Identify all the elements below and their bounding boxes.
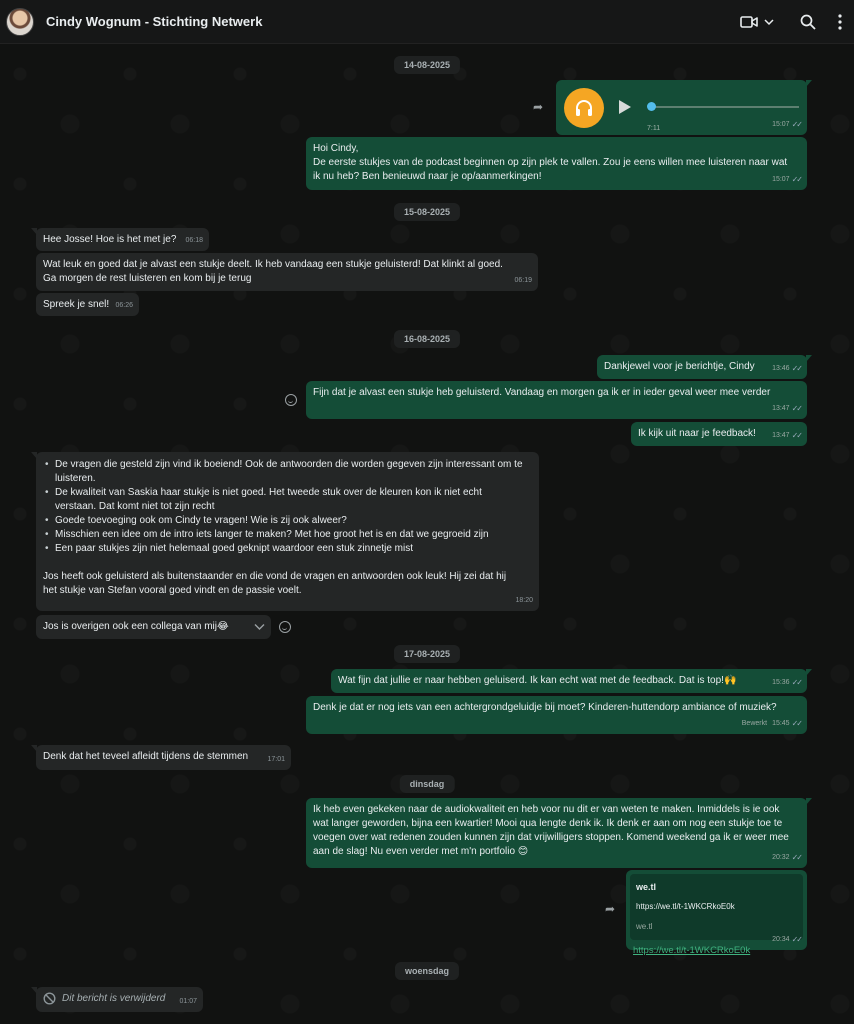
chevron-down-icon[interactable] bbox=[764, 18, 774, 26]
audio-scrubber[interactable] bbox=[647, 102, 656, 111]
message-time: 01:07 bbox=[179, 998, 197, 1005]
outgoing-message[interactable] bbox=[631, 422, 807, 446]
message-text: Denk je dat er nog iets van een achtergrondgeluidje bij moet? Kinderen-huttendorp ambiance of muziek? bbox=[313, 702, 777, 713]
outgoing-message[interactable] bbox=[306, 381, 807, 419]
more-icon[interactable] bbox=[838, 14, 842, 30]
message-time: 15:45 bbox=[772, 720, 790, 727]
outgoing-message[interactable] bbox=[331, 669, 807, 693]
prohibited-icon bbox=[43, 992, 56, 1010]
play-icon[interactable] bbox=[618, 99, 632, 120]
message-text: Jos heeft ook geluisterd als buitenstaander en die vond de vragen en antwoorden ook leuk! Hij zei dat hij het stukje van Stefan vooral goed vindt en de passie voelt. bbox=[43, 571, 507, 596]
message-time: 13:47 bbox=[772, 432, 790, 439]
list-item: • De vragen die gesteld zijn vind ik boeiend! Ook de antwoorden die worden gegeven zijn interessant om te luisteren. bbox=[43, 458, 524, 486]
headphones-icon bbox=[564, 88, 604, 128]
message-time: 13:47 bbox=[772, 405, 790, 412]
list-item: • Goede toevoeging ook om Cindy te vragen! Wie is zij ook alweer? bbox=[43, 514, 524, 528]
deleted-message[interactable] bbox=[36, 987, 203, 1012]
message-text: Spreek je snel! bbox=[43, 299, 110, 310]
message-time: 06:18 bbox=[185, 237, 203, 244]
outgoing-message[interactable] bbox=[306, 137, 807, 190]
message-text: De eerste stukjes van de podcast beginnen op zijn plek te vallen. Zou je eens willen mee luisteren naar wat ik nu heb? Ben benieuwd naar je op/aanmerkingen! bbox=[313, 157, 788, 182]
message-time: 06:19 bbox=[514, 277, 532, 284]
link-preview-url: https://we.tl/t-1WKCRkoE0k bbox=[636, 902, 735, 911]
link-preview-domain: we.tl bbox=[636, 922, 653, 931]
search-icon[interactable] bbox=[800, 14, 816, 30]
voice-message[interactable] bbox=[556, 80, 807, 135]
message-text: Ik heb even gekeken naar de audiokwaliteit en heb voor nu dit er van weten te maken. Inmiddels is ie ook wat langer geworden, bijna een kwartier! Mooi qua lengte denk ik. Ik denk er aan om nog een stukje toe te voegen over wat redenen zouden kunnen zijn dat vrijwilligers stoppen. Komend weekend ga ik er weer mee aan de slag! Nu even verder met m'n portfolio 😊 bbox=[313, 804, 789, 857]
read-receipt-icon: ✓✓ bbox=[791, 678, 801, 687]
message-time: 15:07 bbox=[772, 121, 790, 128]
read-receipt-icon: ✓✓ bbox=[791, 364, 801, 373]
message-time: 15:36 bbox=[772, 679, 790, 686]
read-receipt-icon: ✓✓ bbox=[791, 404, 801, 413]
chevron-down-icon[interactable] bbox=[254, 622, 265, 636]
audio-duration: 7:11 bbox=[647, 125, 661, 132]
date-separator: 16-08-2025 bbox=[394, 330, 460, 348]
feedback-list bbox=[43, 458, 532, 556]
read-receipt-icon: ✓✓ bbox=[791, 853, 801, 862]
message-link[interactable]: https://we.tl/t-1WKCRkoE0k bbox=[633, 945, 751, 956]
message-text: Dankjewel voor je berichtje, Cindy bbox=[604, 361, 755, 372]
message-time: 18:20 bbox=[515, 597, 533, 604]
incoming-message[interactable] bbox=[36, 228, 209, 251]
outgoing-message[interactable] bbox=[306, 798, 807, 868]
avatar[interactable] bbox=[6, 8, 34, 36]
message-list[interactable] bbox=[0, 44, 854, 1024]
message-time: 17:01 bbox=[267, 756, 285, 763]
message-text: Jos is overigen ook een collega van mij😂 bbox=[43, 621, 229, 632]
link-preview-card[interactable] bbox=[630, 874, 803, 940]
edited-label: Bewerkt bbox=[741, 720, 768, 727]
incoming-message[interactable] bbox=[36, 253, 538, 291]
react-emoji-icon[interactable] bbox=[285, 394, 297, 406]
message-text: Wat leuk en goed dat je alvast een stukje deelt. Ik heb vandaag een stukje geluisterd! Dat klinkt al goed. Ga morgen de rest luisteren en kom bij je terug bbox=[43, 259, 503, 284]
link-message[interactable] bbox=[626, 870, 807, 956]
message-time: 13:46 bbox=[772, 365, 790, 372]
message-time: 15:07 bbox=[772, 176, 790, 183]
chat-header bbox=[0, 0, 854, 44]
outgoing-message[interactable] bbox=[306, 696, 807, 734]
message-text: Denk dat het teveel afleidt tijdens de stemmen bbox=[43, 751, 249, 762]
contact-name[interactable]: Cindy Wognum - Stichting Netwerk bbox=[46, 14, 263, 29]
read-receipt-icon: ✓✓ bbox=[791, 719, 801, 728]
read-receipt-icon: ✓✓ bbox=[791, 431, 801, 440]
message-text: Ik kijk uit naar je feedback! bbox=[638, 428, 756, 439]
list-item: • De kwaliteit van Saskia haar stukje is niet goed. Het tweede stuk over de kleuren kon ik niet echt verstaan. Dat komt niet tot zijn recht bbox=[43, 486, 524, 514]
message-time: 06:26 bbox=[115, 302, 133, 309]
read-receipt-icon: ✓✓ bbox=[791, 175, 801, 184]
message-text: Hee Josse! Hoe is het met je? bbox=[43, 234, 177, 245]
date-separator: dinsdag bbox=[400, 775, 455, 793]
forward-icon[interactable]: ➦ bbox=[533, 100, 544, 114]
link-preview-title: we.tl bbox=[636, 882, 657, 892]
incoming-message[interactable] bbox=[36, 615, 271, 639]
message-text: Fijn dat je alvast een stukje heb geluisterd. Vandaag en morgen ga ik er in ieder geval weer mee verder bbox=[313, 387, 771, 398]
date-separator: woensdag bbox=[395, 962, 459, 980]
incoming-message[interactable] bbox=[36, 293, 139, 316]
message-time: 20:32 bbox=[772, 854, 790, 861]
forward-icon[interactable]: ➦ bbox=[605, 902, 616, 916]
message-time: 20:34 bbox=[772, 936, 790, 943]
date-separator: 14-08-2025 bbox=[394, 56, 460, 74]
message-text: Hoi Cindy, bbox=[313, 143, 359, 154]
read-receipt-icon: ✓✓ bbox=[791, 120, 801, 129]
incoming-message[interactable] bbox=[36, 452, 539, 611]
date-separator: 15-08-2025 bbox=[394, 203, 460, 221]
read-receipt-icon: ✓✓ bbox=[791, 935, 801, 944]
audio-progress-track[interactable] bbox=[649, 106, 799, 108]
incoming-message[interactable] bbox=[36, 745, 291, 770]
outgoing-message[interactable] bbox=[597, 355, 807, 379]
list-item: • Een paar stukjes zijn niet helemaal goed geknipt waardoor een stuk zinnetje mist bbox=[43, 542, 524, 556]
react-emoji-icon[interactable] bbox=[279, 621, 291, 633]
video-icon[interactable] bbox=[740, 15, 758, 29]
date-separator: 17-08-2025 bbox=[394, 645, 460, 663]
list-item: • Misschien een idee om de intro iets langer te maken? Met hoe groot het is en dat we gegroeid zijn bbox=[43, 528, 524, 542]
message-text: Wat fijn dat jullie er naar hebben geluiserd. Ik kan echt wat met de feedback. Dat is top!🙌 bbox=[338, 675, 737, 686]
message-text: Dit bericht is verwijderd bbox=[62, 993, 166, 1004]
